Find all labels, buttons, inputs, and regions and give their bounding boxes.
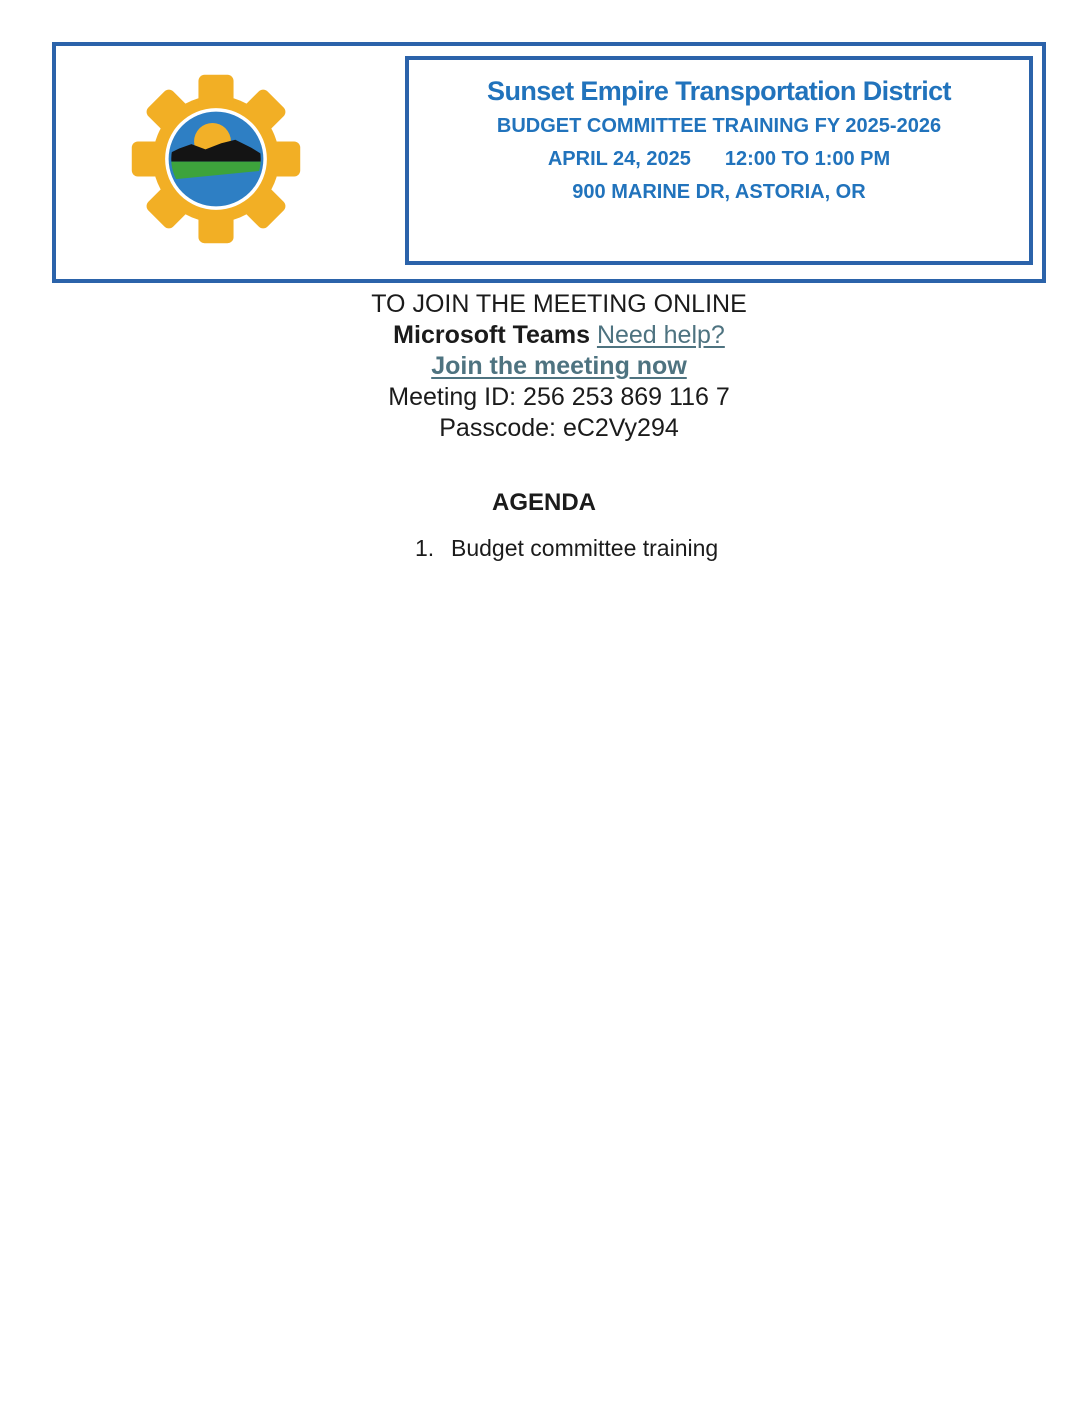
- passcode-label: Passcode:: [439, 414, 556, 442]
- meeting-id-value: 256 253 869 116 7: [523, 383, 730, 411]
- agenda-item: [415, 535, 718, 562]
- meeting-id-line: [30, 382, 1088, 413]
- agenda-heading: AGENDA: [491, 489, 596, 516]
- agenda-item-number: 1.: [415, 535, 435, 561]
- join-link-line: [30, 351, 1088, 382]
- district-logo gear-icon: [128, 66, 304, 252]
- agenda-item-text: Budget committee training: [451, 535, 719, 561]
- join-online-section: [0, 289, 1088, 444]
- meeting-id-label: Meeting ID:: [388, 383, 517, 411]
- meeting-date-time: [409, 143, 1029, 176]
- org-name: Sunset Empire Transportation District: [487, 76, 951, 106]
- meeting-time: 12:00 TO 1:00 PM: [724, 148, 891, 170]
- platform-line: [30, 320, 1088, 351]
- meeting-title: BUDGET COMMITTEE TRAINING FY 2025-2026: [496, 115, 942, 137]
- meeting-location: 900 MARINE DR, ASTORIA, OR: [572, 181, 866, 203]
- need-help-link[interactable]: Need help?: [596, 321, 725, 349]
- header-box: [52, 42, 1046, 283]
- platform-label: Microsoft Teams: [393, 321, 590, 349]
- passcode-line: [30, 413, 1088, 444]
- join-meeting-link[interactable]: Join the meeting now: [431, 352, 687, 380]
- meeting-info-box: [405, 56, 1033, 265]
- meeting-date: APRIL 24, 2025: [547, 148, 691, 170]
- passcode-value: eC2Vy294: [562, 414, 679, 442]
- join-heading: TO JOIN THE MEETING ONLINE: [371, 290, 747, 318]
